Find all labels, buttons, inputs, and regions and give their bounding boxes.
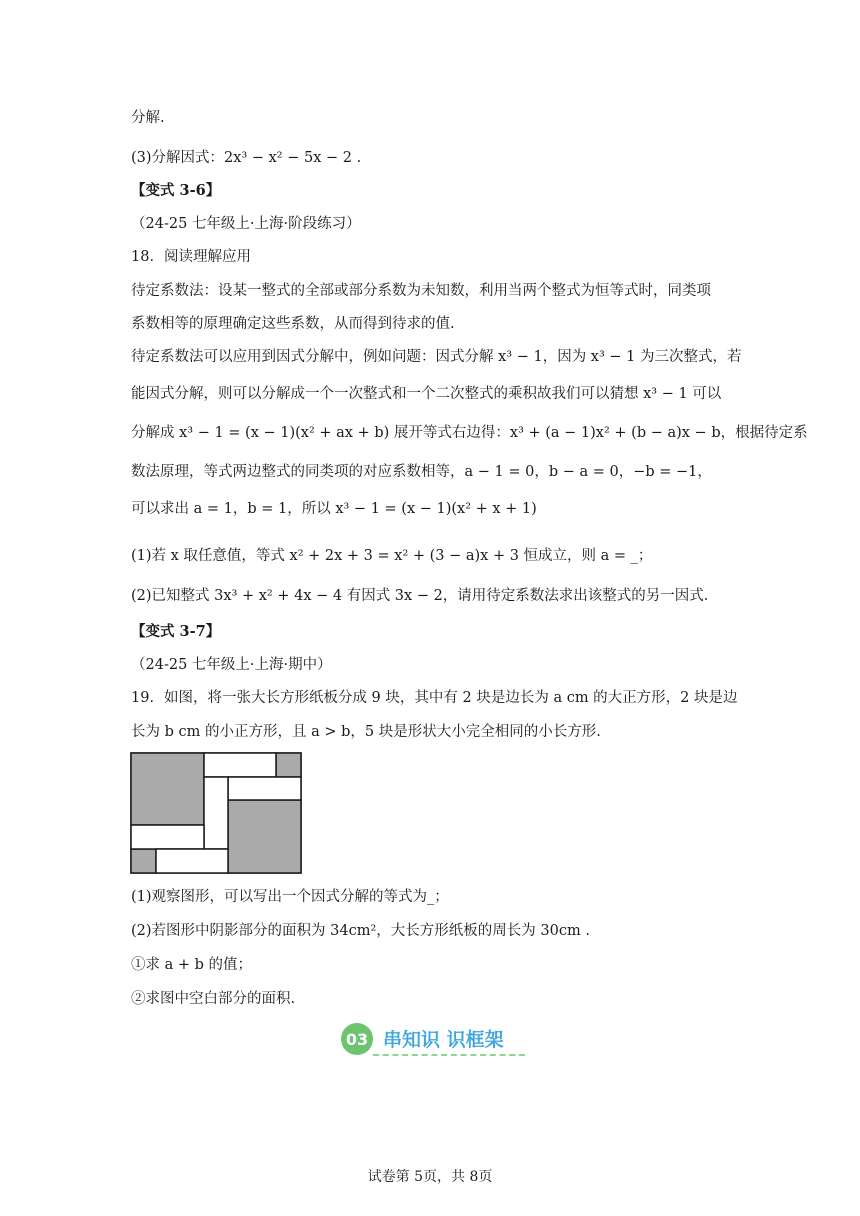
sub-question: (2)若图形中阴影部分的面积为 34cm²，大长方形纸板的周长为 30cm . xyxy=(131,923,590,939)
text-line: 待定系数法：设某一整式的全部或部分系数为未知数，利用当两个整式为恒等式时，同类项 xyxy=(131,283,711,299)
sub-question: ①求 a + b 的值； xyxy=(131,957,253,973)
small-rectangle-top xyxy=(204,753,276,777)
text-line: 可以求出 a = 1，b = 1，所以 x³ − 1 = (x − 1)(x² + x + 1) xyxy=(131,501,537,517)
rectangle-division-figure xyxy=(130,752,302,874)
small-rectangle-right xyxy=(228,777,301,800)
text-line: 系数相等的原理确定这些系数，从而得到待求的值. xyxy=(131,316,455,332)
large-square-top-left xyxy=(131,753,204,825)
source-note: （24-25 七年级上·上海·阶段练习） xyxy=(131,216,361,232)
small-rectangle-left xyxy=(131,825,204,849)
text-line: 数法原理，等式两边整式的同类项的对应系数相等，a − 1 = 0，b − a = 0，−b = −1， xyxy=(131,464,712,480)
question-title: 18．阅读理解应用 xyxy=(131,249,251,265)
sub-question: (1)若 x 取任意值，等式 x² + 2x + 3 = x² + (3 − a)x + 3 恒成立，则 a = _； xyxy=(131,548,653,564)
text-line: 分解成 x³ − 1 = (x − 1)(x² + ax + b) 展开等式右边得：x³ + (a − 1)x² + (b − a)x − b，根据待定系 xyxy=(131,425,808,441)
small-square-top-right xyxy=(276,753,301,777)
question-title: 19．如图，将一张大长方形纸板分成 9 块，其中有 2 块是边长为 a cm 的大正方形，2 块是边 xyxy=(131,690,738,706)
text-line: 能因式分解，则可以分解成一个一次整式和一个二次整式的乘积故我们可以猜想 x³ − 1 可以 xyxy=(131,386,722,402)
sub-question: ②求图中空白部分的面积. xyxy=(131,991,296,1007)
section-heading: 【变式 3-6】 xyxy=(131,182,221,199)
text-line: 长为 b cm 的小正方形，且 a > b，5 块是形状大小完全相同的小长方形. xyxy=(131,724,601,740)
source-note: （24-25 七年级上·上海·期中） xyxy=(131,657,332,673)
sub-question: (2)已知整式 3x³ + x² + 4x − 4 有因式 3x − 2，请用待定系数法求出该整式的另一因式. xyxy=(131,588,709,604)
page-footer: 试卷第 5页，共 8页 xyxy=(367,1169,493,1185)
sub-question: (1)观察图形，可以写出一个因式分解的等式为_； xyxy=(131,889,449,905)
banner-title: 串知识 识框架 xyxy=(383,1029,504,1051)
text-line: (3)分解因式：2x³ − x² − 5x − 2 . xyxy=(131,150,362,166)
text-line: 分解. xyxy=(131,110,165,126)
banner-number: 03 xyxy=(345,1030,369,1049)
text-line: 待定系数法可以应用到因式分解中，例如问题：因式分解 x³ − 1，因为 x³ − 1 为三次整式，若 xyxy=(131,349,742,365)
small-rectangle-bottom xyxy=(156,849,228,873)
small-rectangle-vertical xyxy=(204,777,228,849)
large-square-bottom-right xyxy=(228,800,301,873)
section-heading: 【变式 3-7】 xyxy=(131,623,221,640)
small-square-bottom-left xyxy=(131,849,156,873)
banner-underline xyxy=(373,1054,525,1056)
